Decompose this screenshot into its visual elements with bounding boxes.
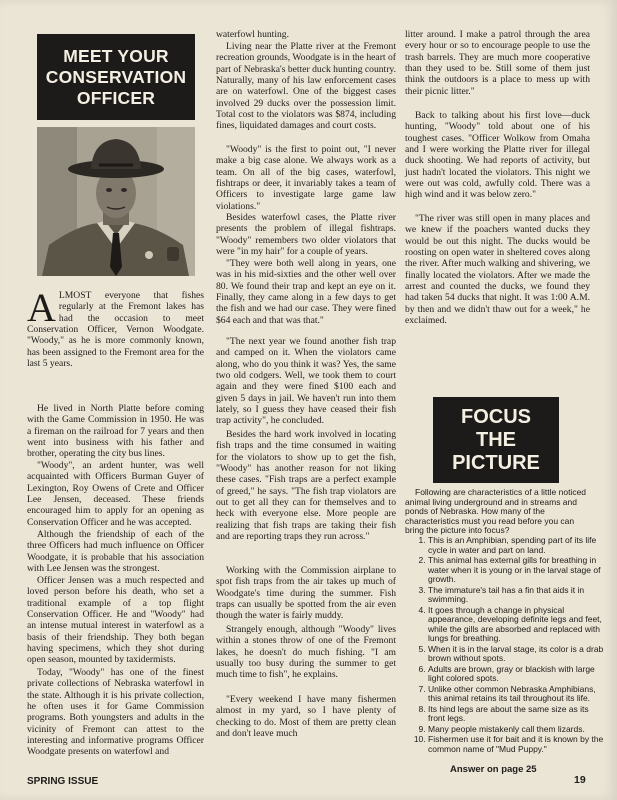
officer-portrait-illustration (37, 127, 195, 276)
article-paragraph-16: "Every weekend I have many fishermen almost in my yard, so I have plenty of checking to do. Most of them are pretty clean and don't leave much (216, 694, 396, 740)
article-title-banner (37, 34, 195, 120)
article-paragraph-13: Besides the hard work involved in locating fish traps and the time consumed in waiting for the violators to show up to get the fish, "Woody" has another reason for not liking these cases. "Fish traps are a perfect example of greed," he says. "The fish trap violators are out to get all they can for themselves and to heck with everyone else. More people are realizing that fish traps are taking their fish and are reporting traps they run across." (216, 429, 396, 543)
title-line-1: MEET YOUR (63, 45, 169, 66)
quiz-item: 1. This is an Amphibian, spending part of its life cycle in water and part on land. (428, 536, 606, 555)
quiz-item: 7. Unlike other common Nebraska Amphibians, this animal retains its tail throughout its life. (428, 685, 606, 704)
article-paragraph-9: "Woody" is the first to point out, "I never make a big case alone. We always work as a team. On all of the big cases, waterfowl, fishtraps or deer, it invariably takes a team of Officers to investigate large game law violations." (216, 144, 396, 212)
quiz-item: 6. Adults are brown, gray or blackish with large light colored spots. (428, 665, 606, 684)
article-paragraph-8: Living near the Platte river at the Fremont recreation grounds, Woodgate is in the heart of part of Nebraska's better duck hunting country. Naturally, many of his law enforcement cases are on waterfowl. One of the biggest cases involved 29 ducks over the possession limit. Total cost to the violators was $874, including fines, liquidated damages and court costs. (216, 41, 396, 132)
article-paragraph-1 (27, 285, 204, 370)
title-line-3: OFFICER (76, 87, 156, 108)
quiz-item: 2. This animal has external gills for breathing in water when it is young or in the larval stage of growth. (428, 556, 606, 585)
quiz-intro: Following are characteristics of a little noticed animal living underground and in streams and ponds of Nebraska. How many of the characteristics must you read before you can bring the picture into focus? (405, 487, 587, 536)
article-paragraph-2: He lived in North Platte before coming with the Game Commission in 1950. He was a fireman on the railroad for 7 years and then went into business with his father and brother, operating the city bus lines. (27, 403, 204, 460)
focus-line-2: THE (476, 428, 516, 451)
quiz-item: 4. It goes through a change in physical appearance, developing definite legs and feet, while the gills are absorbed and replaced with lungs for breathing. (428, 606, 606, 644)
officer-portrait-photo (37, 127, 195, 276)
page-number: 19 (574, 774, 586, 786)
answer-reference: Answer on page 25 (450, 764, 537, 775)
quiz-list (412, 536, 606, 755)
quiz-item: 8. Its hind legs are about the same size as its front legs. (428, 705, 606, 724)
focus-line-1: FOCUS (461, 405, 531, 428)
article-paragraph-17: litter around. I make a patrol through the area every hour or so to encourage people to use the trash barrels. They are much more cooperative than they used to be. Still some of them just think the outdoors is a place to mess up with their picnic litter." (405, 29, 590, 97)
quiz-item: 3. The immature's tail has a fin that aids it in swimming. (428, 586, 606, 605)
article-paragraph-4: Although the friendship of each of the three Officers had much influence on Officer Woodgate, it is probable that his association with Lee Jensen was the strongest. (27, 529, 204, 575)
issue-label: SPRING ISSUE (27, 776, 99, 787)
article-paragraph-11: "They were both well along in years, one was in his mid-sixties and the other well over 80. We found their trap and kept an eye on it. Finally, they came along in a few days to get the fish and we had our case. They were fined $64 each and that was that." (216, 258, 396, 326)
article-paragraph-19: "The river was still open in many places and we knew if the poachers wanted ducks they would be out this night. The ducks would be roosting on open water in sheltered coves along the river. After much walking and shivering, we finally located the violators. After we made the arrest and counted the ducks, we found they had taken 54 ducks that night. It was 1:00 A.M. by then and we didn't thaw out for a week," he exclaimed. (405, 213, 590, 327)
paragraph-text: LMOST everyone that fishes regularly at the Fremont lakes has had the occasion to meet Conservation Officer, Vernon Woodgate. "Woody," as he is more commonly known, has been assigned to the Fremont area for the last 5 years. (27, 290, 204, 370)
focus-the-picture-banner (433, 397, 559, 483)
article-paragraph-18: Back to talking about his first love—duck hunting, "Woody" told about one of his toughest cases. "Officer Wolkow from Omaha and I were working the Platte river for illegal duck shooting. We had reports of activity, but just hadn't located the violators. This night we were out was cold, awfully cold. There was a high wind and it was below zero." (405, 110, 590, 201)
article-paragraph-6: Today, "Woody" has one of the finest private collections of Nebraska waterfowl in the state. Although it is his private collection, he often uses it for Game Commission programs. Both youngsters and adults in the vicinity of Fremont can attest to the interesting and informative programs Officer Woodgate presents on waterfowl and (27, 667, 204, 758)
article-paragraph-12: "The next year we found another fish trap and camped on it. When the violators came along, who do you think it was? Yes, the same two old codgers. Well, we took them to court again and they were fined $100 each and given 5 days in jail. We haven't run into them lately, so I guess they have ceased their fish trap activity", he concluded. (216, 336, 396, 427)
article-paragraph-15: Strangely enough, although "Woody" lives within a stones throw of one of the Fremont lakes, he doesn't do much fishing. "I am usually too busy during the summer to get much time to fish", he explains. (216, 624, 396, 681)
article-paragraph-10: Besides waterfowl cases, the Platte river presents the problem of illegal fishtraps. "Woody" remembers two older violators that were "in my hair" for a couple of years. (216, 212, 396, 258)
quiz-item: 10. Fishermen use it for bait and it is known by the common name of "Mud Puppy." (428, 735, 606, 754)
article-paragraph-14: Working with the Commission airplane to spot fish traps from the air takes up much of Woodgate's time during the summer. Fish traps can usually be spotted from the air even though the water is fairly muddy. (216, 565, 396, 622)
article-paragraph-5: Officer Jensen was a much respected and loved person before his death, who set a traditional example of a top flight Conservation Officer. He and "Woody" had an intense mutual interest in waterfowl as a basis of their friendship. They both began having specimens, which they shot during open season, mounted by taxidermists. (27, 575, 204, 666)
article-paragraph-7: waterfowl hunting. (216, 29, 290, 40)
quiz-item: 5. When it is in the larval stage, its color is a drab brown without spots. (428, 645, 606, 664)
focus-line-3: PICTURE (452, 451, 540, 474)
drop-cap: A (27, 285, 56, 330)
quiz-item: 9. Many people mistakenly call them lizards. (428, 725, 606, 735)
article-paragraph-3: "Woody", an ardent hunter, was well acquainted with Officers Burman Guyer of Lexington, Roy Owens of Crete and Officer Lee Jensen, deceased. These friends encouraged him to apply for an opening as Conservation Officer and he was accepted. (27, 460, 204, 528)
title-line-2: CONSERVATION (45, 66, 187, 87)
